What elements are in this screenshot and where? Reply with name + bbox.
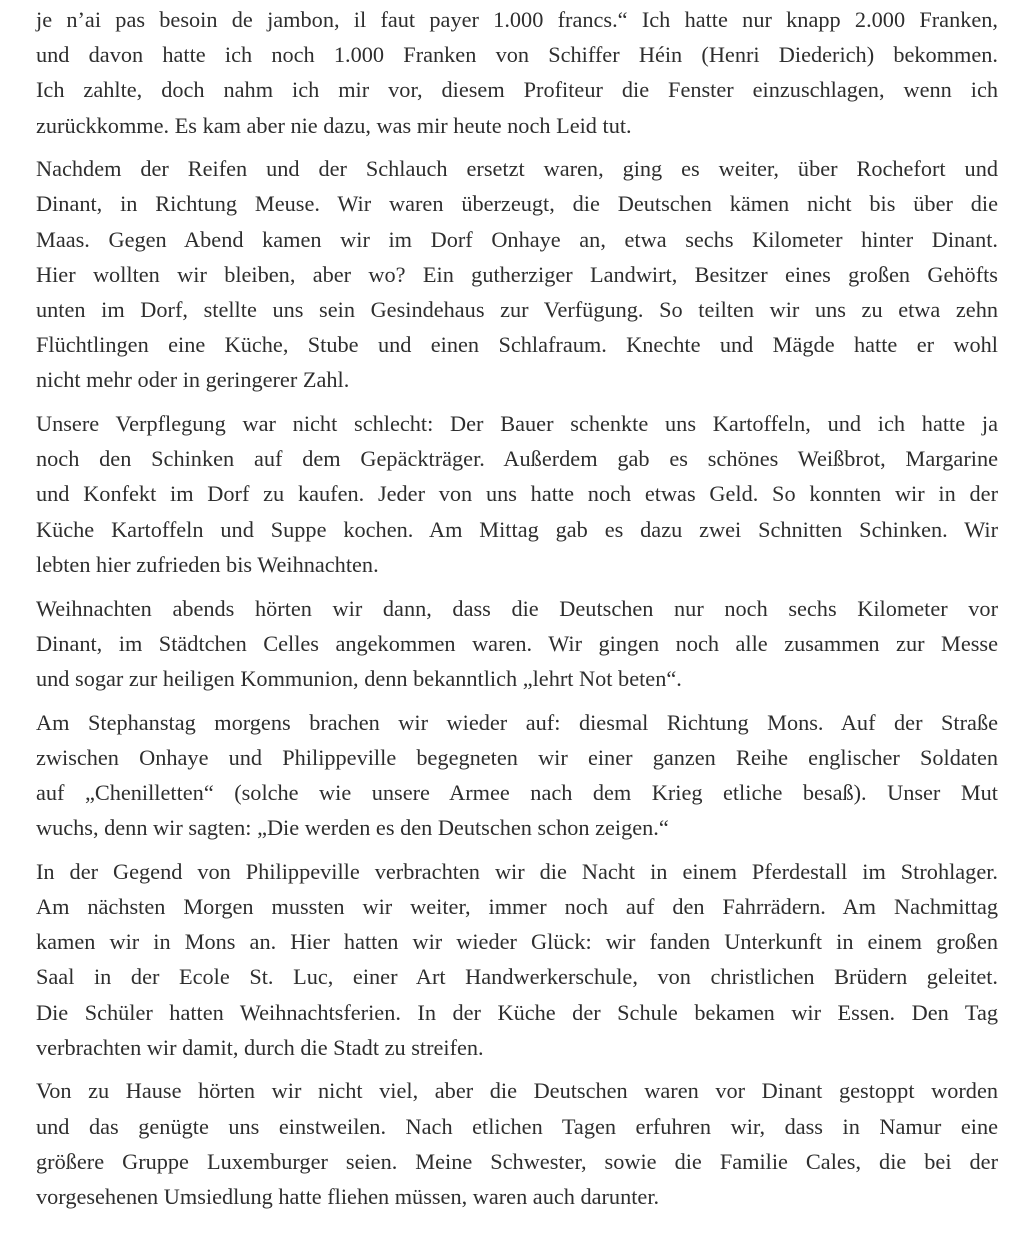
text-line: Dinant, im Städtchen Celles angekommen waren. Wir gingen noch alle zusammen zur Messe: [36, 630, 998, 656]
text-line: zurückkomme. Es kam aber nie dazu, was mir heute noch Leid tut.: [36, 112, 632, 138]
text-line: Saal in der Ecole St. Luc, einer Art Handwerkerschule, von christlichen Brüdern geleitet.: [36, 964, 998, 990]
text-line: und Konfekt im Dorf zu kaufen. Jeder von uns hatte noch etwas Geld. So konnten wir in der: [36, 481, 998, 507]
text-line: Am nächsten Morgen mussten wir weiter, immer noch auf den Fahrrädern. Am Nachmittag: [36, 894, 998, 919]
paragraph: [36, 705, 998, 846]
text-line: Ich zahlte, doch nahm ich mir vor, diesem Profiteur die Fenster einzuschlagen, wenn ich: [36, 77, 998, 103]
text-line: wuchs, denn wir sagten: „Die werden es den Deutschen schon zeigen.“: [36, 815, 669, 841]
text-line: Unsere Verpflegung war nicht schlecht: Der Bauer schenkte uns Kartoffeln, und ich hatte ja: [36, 411, 998, 437]
paragraph: [36, 1073, 998, 1214]
text-line: zwischen Onhaye und Philippeville begegneten wir einer ganzen Reihe englischer Soldaten: [36, 744, 998, 770]
text-line: vorgesehenen Umsiedlung hatte fliehen müssen, waren auch darunter.: [36, 1184, 660, 1209]
text-line: Flüchtlingen eine Küche, Stube und einen Schlafraum. Knechte und Mägde hatte er wohl: [36, 332, 998, 358]
text-line: und das genügte uns einstweilen. Nach etlichen Tagen erfuhren wir, dass in Namur eine: [36, 1113, 998, 1139]
document-page: [36, 2, 998, 1223]
text-line: verbrachten wir damit, durch die Stadt zu streifen.: [36, 1034, 484, 1060]
text-line: Küche Kartoffeln und Suppe kochen. Am Mittag gab es dazu zwei Schnitten Schinken. Wir: [36, 516, 998, 542]
text-line: und davon hatte ich noch 1.000 Franken von Schiffer Héin (Henri Diederich) bekommen.: [36, 42, 998, 68]
text-line: Hier wollten wir bleiben, aber wo? Ein gutherziger Landwirt, Besitzer eines großen Gehöfts: [36, 261, 998, 287]
text-line: je n’ai pas besoin de jambon, il faut payer 1.000 francs.“ Ich hatte nur knapp 2.000 Franken,: [36, 7, 998, 32]
paragraph: [36, 406, 998, 582]
paragraph: [36, 591, 998, 697]
text-line: auf „Chenilletten“ (solche wie unsere Armee nach dem Krieg etliche besaß). Unser Mut: [36, 779, 998, 805]
text-line: Dinant, in Richtung Meuse. Wir waren überzeugt, die Deutschen kämen nicht bis über die: [36, 191, 998, 217]
text-line: In der Gegend von Philippeville verbrachten wir die Nacht in einem Pferdestall im Strohlager.: [36, 858, 998, 884]
text-line: Von zu Hause hörten wir nicht viel, aber die Deutschen waren vor Dinant gestoppt worden: [36, 1078, 998, 1104]
text-line: nicht mehr oder in geringerer Zahl.: [36, 367, 350, 393]
text-line: Weihnachten abends hörten wir dann, dass die Deutschen nur noch sechs Kilometer vor: [36, 595, 998, 621]
paragraph: [36, 151, 998, 397]
paragraph: [36, 2, 998, 143]
text-line: unten im Dorf, stellte uns sein Gesindehaus zur Verfügung. So teilten wir uns zu etwa zehn: [36, 297, 998, 322]
text-line: Maas. Gegen Abend kamen wir im Dorf Onhaye an, etwa sechs Kilometer hinter Dinant.: [36, 226, 998, 252]
text-line: Am Stephanstag morgens brachen wir wieder auf: diesmal Richtung Mons. Auf der Straße: [36, 709, 998, 735]
text-line: und sogar zur heiligen Kommunion, denn bekanntlich „lehrt Not beten“.: [36, 665, 682, 691]
text-line: Nachdem der Reifen und der Schlauch ersetzt waren, ging es weiter, über Rochefort und: [36, 156, 998, 182]
text-line: Die Schüler hatten Weihnachtsferien. In der Küche der Schule bekamen wir Essen. Den Tag: [36, 999, 998, 1025]
paragraph: [36, 854, 998, 1065]
text-line: noch den Schinken auf dem Gepäckträger. Außerdem gab es schönes Weißbrot, Margarine: [36, 446, 998, 472]
text-line: kamen wir in Mons an. Hier hatten wir wieder Glück: wir fanden Unterkunft in einem großen: [36, 929, 998, 955]
text-line: lebten hier zufrieden bis Weihnachten.: [36, 551, 379, 577]
text-line: größere Gruppe Luxemburger seien. Meine Schwester, sowie die Familie Cales, die bei der: [36, 1148, 998, 1174]
